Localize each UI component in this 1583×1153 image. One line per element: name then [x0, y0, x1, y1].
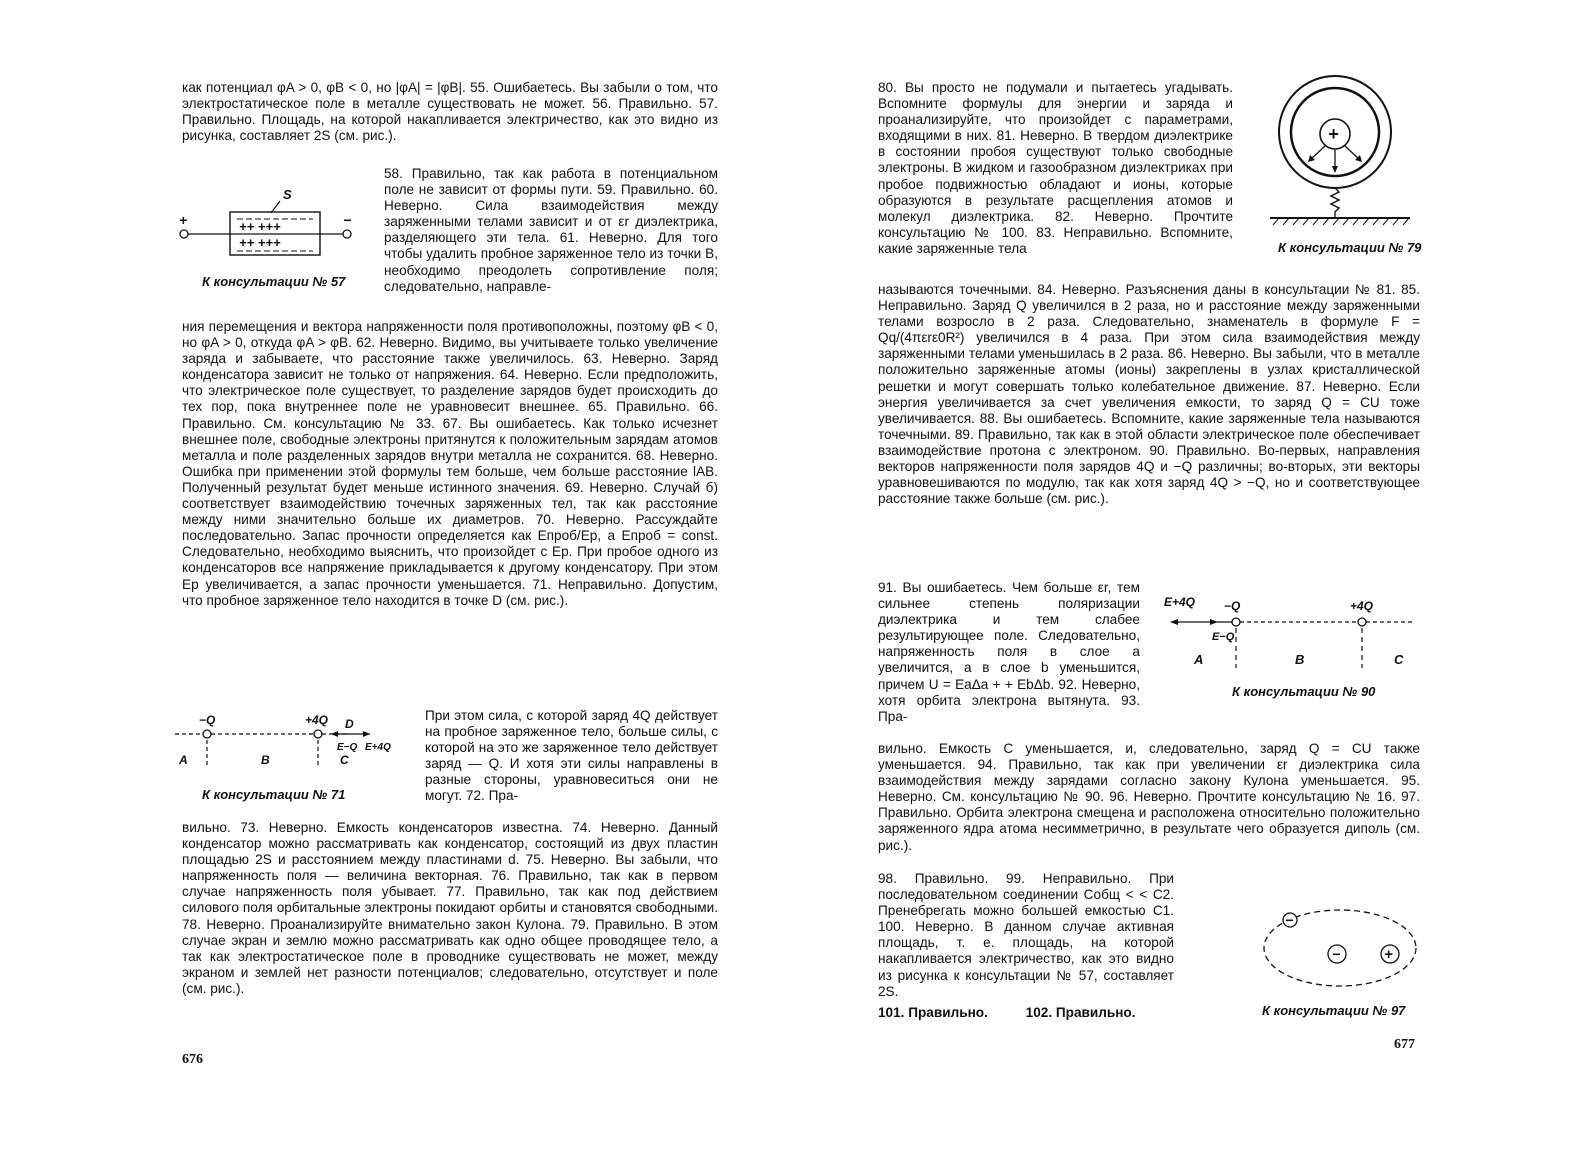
right-text-block-5: 98. Правильно. 99. Неправильно. При последовательном соединении Cобщ < < C2. Пренебрегать можно большей емкостью C1. 100. Неверно. В данном случае активная площадь, т. е. площадь, на которой накапливается электричество, как это видно из рисунка к консультации № 57, составляет 2S.: [878, 871, 1174, 999]
left-page: [0, 0, 790, 1153]
right-text-block-2: называются точечными. 84. Неверно. Разъяснения даны в консультации № 81. 85. Неправильно. Заряд Q увеличился в 2 раза, но и расстояние между заряженными телами возросло в 2 раза. Следовательно, знаменатель в формуле F = Qq/(4πεrε0R²) увеличился в 4 раза. При этом сила взаимодействия между заряженными телами уменьшилась в 2 раза. 86. Неверно. Вы забыли, что в металле положительно заряженные атомы (ионы) закреплены в узлах кристаллической решетки и могут совершать только колебательное движение. 87. Неверно. Если энергия увеличивается за счет увеличения емкости, то заряд Q = CU тоже увеличивается. 88. Вы ошибаетесь. Вспомните, какие заряженные тела называются точечными. 89. Правильно, так как в этой области электрическое поле обеспечивает взаимодействие протона с электроном. 90. Правильно. Во-первых, направления векторов напряженности поля зарядов 4Q и −Q различны; во-вторых, эти векторы уравновешиваются по модулю, так как хотя заряд 4Q > −Q, но и соответствующее расстояние также больше (см. рис.).: [878, 282, 1420, 507]
fig71-q-minus: −Q: [199, 713, 216, 727]
fig90-e-plus: E+4Q: [1164, 595, 1196, 609]
fig71-d: D: [345, 717, 354, 731]
fig90-q-plus: +4Q: [1350, 599, 1374, 613]
fig79-plus-charge: +: [1328, 124, 1339, 144]
left-page-number: 676: [182, 1052, 203, 1067]
right-text-block-4: вильно. Емкость C уменьшается, и, следовательно, заряд Q = CU также уменьшается. 94. Правильно, так как при увеличении εr диэлектрика сила взаимодействия между зарядами согласно закону Кулона уменьшается. 95. Неверно. См. консультацию № 90. 96. Неверно. Прочтите консультацию № 16. 97. Правильно. Орбита электрона смещена и расположена относительно положительно заряженного ядра атома несимметрично, в результате чего образуется диполь (см. рис.).: [878, 741, 1420, 853]
figure-97-dipole: [1258, 900, 1428, 990]
fig79-caption: К консультации № 79: [1278, 240, 1422, 255]
figure-57-capacitor: [175, 185, 375, 260]
left-text-block-4: При этом сила, с которой заряд 4Q действует на пробное заряженное тело, больше силы, с которой на это же заряженное тело действует заряд — Q. И хотя эти силы направлены в разные стороны, уравновеситься они не могут. 72. Пра-: [425, 708, 718, 804]
fig57-plus-row-bottom: ++ +++: [239, 235, 281, 250]
right-text-block-6: 101. Правильно. 102. Правильно.: [878, 1005, 1136, 1020]
fig90-a: A: [1194, 652, 1204, 667]
fig57-plus-row-top: ++ +++: [239, 219, 281, 234]
right-page-number: 677: [1394, 1037, 1415, 1052]
right-page: [790, 0, 1583, 1153]
fig71-e-plus: E+4Q: [365, 742, 391, 753]
fig90-b: B: [1295, 652, 1305, 667]
fig57-minus-terminal: −: [343, 212, 352, 228]
left-text-block-3: ния перемещения и вектора напряженности поля противоположны, поэтому φB < 0, но φA > 0, откуда φA > φB. 62. Неверно. Видимо, вы учитываете только увеличение заряда и забываете, что расстояние также увеличилось. 63. Неверно. Заряд конденсатора зависит не только от напряжения. 64. Неверно. Если предположить, что электрическое поле существует, то разделение зарядов будет происходить до тех пор, пока внутреннее поле не уравновесит внешнее. 65. Правильно. 66. Правильно. См. консультацию № 33. 67. Вы ошибаетесь. Как только исчезнет внешнее поле, свободные электроны притянутся к положительным зарядам атомов металла и поле разделенных зарядов внутри металла не сохранится. 68. Неверно. Ошибка при применении этой формулы тем больше, чем больше расстояние lAB. Полученный результат будет меньше истинного значения. 69. Неверно. Случай б) соответствует взаимодействию точечных заряженных тел, так как расстояние между ними значительно больше их диаметров. 70. Неверно. Рассуждайте последовательно. Запас прочности определяется как Eпроб/Ep, а Eпроб = const. Следовательно, необходимо выяснить, что произойдет с Ep. При пробое одного из конденсаторов все напряжение прикладывается к другому конденсатору. При этом Ep увеличивается, а запас прочности уменьшается. 71. Неправильно. Допустим, что пробное заряженное тело находится в точке D (см. рис.).: [182, 319, 718, 608]
left-text-block-5: вильно. 73. Неверно. Емкость конденсаторов известна. 74. Неверно. Данный конденсатор можно рассматривать как конденсатор, состоящий из двух пластин площадью 2S и расстоянием между пластинами d. 75. Неверно. Вы забыли, что напряженность поля — величина векторная. 76. Правильно, так как в первом случае напряженность поля убывает. 77. Правильно, так как под действием силового поля орбитальные электроны покидают орбиты и становятся свободными. 78. Неверно. Проанализируйте внимательно закон Кулона. 79. Правильно. В этом случае экран и землю можно рассматривать как одно общее проводящее тело, а так как электростатическое поле в проводнике существовать не может, между экраном и землей нет разности потенциалов; следовательно, отсутствует и поле (см. рис.).: [182, 820, 718, 996]
right-text-block-1: 80. Вы просто не подумали и пытаетесь угадывать. Вспомните формулы для энергии и заряда и проанализируйте, что произойдет с параметрами, входящими в них. 81. Неверно. В твердом диэлектрике в состоянии пробоя существуют только свободные электроны. В жидком и газообразном диэлектриках при пробое подвижностью обладают и ионы, которые образуются в результате расщепления атомов и молекул диэлектрика. 82. Неверно. Прочтите консультацию № 100. 83. Неправильно. Вспомните, какие заряженные тела: [878, 80, 1233, 256]
left-text-block-2: 58. Правильно, так как работа в потенциальном поле не зависит от формы пути. 59. Правильно. 60. Неверно. Сила взаимодействия между заряженными телами зависит и от εr диэлектрика, разделяющего эти тела. 61. Неверно. Для того чтобы удалить пробное заряженное тело из точки B, необходимо преодолеть сопротивление поля; следовательно, направле-: [384, 166, 718, 294]
fig71-a: A: [179, 753, 188, 767]
fig71-caption: К консультации № 71: [202, 787, 346, 802]
fig57-plus-terminal: +: [179, 212, 188, 228]
left-text-block-1: как потенциал φA > 0, φB < 0, но |φA| = |φB|. 55. Ошибаетесь. Вы забыли о том, что электростатическое поле в металле существовать не может. 56. Правильно. 57. Правильно. Площадь, на которой накапливается электричество, как это видно из рисунка, составляет 2S (см. рис.).: [182, 80, 718, 144]
figure-71-charges: [175, 712, 405, 782]
fig97-electron-sign: −: [1285, 912, 1294, 928]
fig90-q-minus: −Q: [1224, 599, 1241, 613]
right-text-block-3: 91. Вы ошибаетесь. Чем больше εr, тем сильнее степень поляризации диэлектрика и тем слабее результирующее поле. Следовательно, напряженность поля в слое a увеличится, а в слое b уменьшится, причем U = EaΔa + + EbΔb. 92. Неверно, хотя орбита электрона вытянута. 93. Пра-: [878, 580, 1140, 724]
fig97-caption: К консультации № 97: [1262, 1003, 1406, 1018]
fig90-caption: К консультации № 90: [1232, 684, 1376, 699]
fig57-label-s: S: [283, 187, 292, 202]
fig90-c: C: [1394, 652, 1404, 667]
fig71-e-minus: E−Q: [337, 742, 358, 753]
fig71-b: B: [261, 753, 270, 767]
fig71-c: C: [340, 753, 349, 767]
fig71-q-plus: +4Q: [305, 713, 329, 727]
fig97-nucleus-sign: +: [1384, 946, 1393, 963]
figure-79-screen: [1265, 70, 1425, 235]
fig90-e-minus: E−Q: [1212, 631, 1235, 643]
fig57-caption: К консультации № 57: [202, 274, 346, 289]
figure-90-charges: [1162, 592, 1422, 672]
fig97-center-sign: −: [1332, 946, 1341, 962]
